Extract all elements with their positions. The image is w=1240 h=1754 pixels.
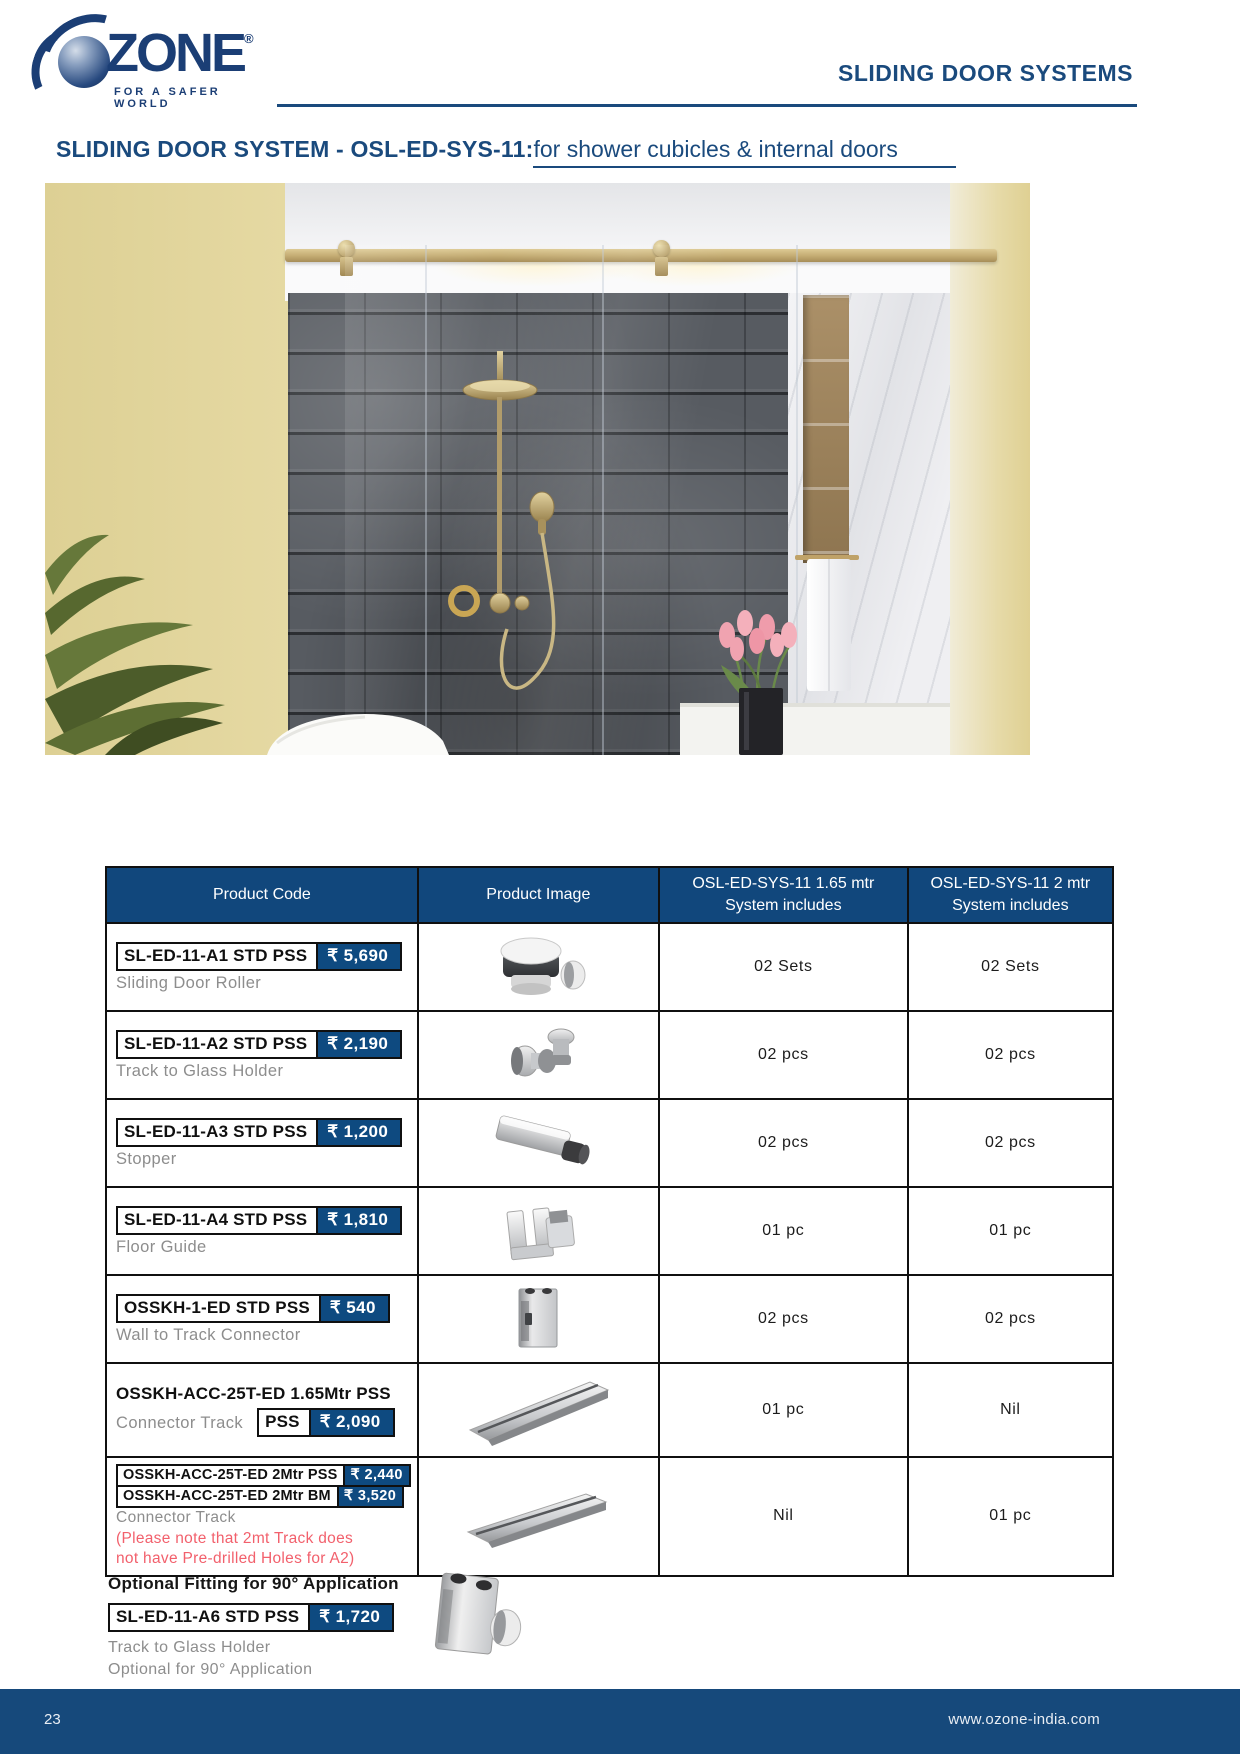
product-table xyxy=(105,866,1114,1577)
product-code: SL-ED-11-A1 STD PSS xyxy=(116,942,316,971)
table-row xyxy=(106,1011,1113,1099)
product-description: Stopper xyxy=(116,1149,177,1168)
product-code: OSSKH-ACC-25T-ED 2Mtr BM xyxy=(116,1485,337,1508)
column-header-product-image: Product Image xyxy=(418,867,659,923)
product-price: ₹ 1,720 xyxy=(308,1603,394,1632)
product-code: OSSKH-1-ED STD PSS xyxy=(116,1294,319,1323)
photo-counter xyxy=(680,705,950,755)
sliding-door-roller-image xyxy=(473,927,603,1003)
product-image-cell xyxy=(418,1099,659,1187)
qty-165-cell: 02 Sets xyxy=(659,923,908,1011)
table-header-row xyxy=(106,867,1113,923)
column-header-product-code: Product Code xyxy=(106,867,418,923)
table-row xyxy=(106,1457,1113,1576)
table-row xyxy=(106,1187,1113,1275)
product-code-cell xyxy=(106,1099,418,1187)
qty-2-cell: Nil xyxy=(908,1363,1113,1457)
hero-photo-shower xyxy=(45,183,1030,755)
qty-2-cell: 01 pc xyxy=(908,1187,1113,1275)
table-row xyxy=(106,923,1113,1011)
page-number: 23 xyxy=(44,1711,61,1728)
table-row xyxy=(106,1099,1113,1187)
qty-165-cell: Nil xyxy=(659,1457,908,1576)
logo-tagline: FOR A SAFER WORLD xyxy=(114,86,221,110)
registered-mark: ® xyxy=(244,31,254,46)
qty-2-cell: 02 Sets xyxy=(908,923,1113,1011)
photo-palm-plant xyxy=(45,535,225,755)
product-price: ₹ 2,090 xyxy=(309,1408,395,1437)
product-code: OSSKH-ACC-25T-ED 1.65Mtr PSS xyxy=(116,1383,391,1403)
product-code: SL-ED-11-A3 STD PSS xyxy=(116,1118,316,1147)
logo-text: ZONE® xyxy=(106,23,254,83)
photo-details xyxy=(45,183,1030,755)
qty-165-cell: 01 pc xyxy=(659,1363,908,1457)
product-code: SL-ED-11-A4 STD PSS xyxy=(116,1206,316,1235)
product-price: ₹ 2,190 xyxy=(316,1030,402,1059)
product-price: ₹ 3,520 xyxy=(337,1485,404,1508)
qty-165-cell: 01 pc xyxy=(659,1187,908,1275)
product-code-cell xyxy=(106,1011,418,1099)
product-price: ₹ 5,690 xyxy=(316,942,402,971)
product-price: ₹ 2,440 xyxy=(343,1464,410,1487)
product-code-cell xyxy=(106,1363,418,1457)
track-note: (Please note that 2mt Track does not have Pre-drilled Holes for A2) xyxy=(116,1530,355,1567)
product-description: Track to Glass Holder xyxy=(116,1061,284,1080)
optional-fitting-section xyxy=(108,1574,399,1679)
column-header-165mtr: OSL-ED-SYS-11 1.65 mtr System includes xyxy=(659,867,908,923)
page-title-subtitle: for shower cubicles & internal doors xyxy=(533,136,955,168)
product-code-cell xyxy=(106,1187,418,1275)
product-description: Connector Track xyxy=(116,1414,244,1433)
footer-bar xyxy=(0,1689,1240,1754)
table-row xyxy=(106,1275,1113,1363)
product-code-cell xyxy=(106,923,418,1011)
product-image-cell xyxy=(418,1363,659,1457)
section-title: SLIDING DOOR SYSTEMS xyxy=(838,60,1133,86)
product-description: Connector Track xyxy=(116,1509,236,1526)
product-image-cell xyxy=(418,1275,659,1363)
product-image-cell xyxy=(418,1011,659,1099)
connector-track-2m-image xyxy=(458,1474,618,1554)
product-code: OSSKH-ACC-25T-ED 2Mtr PSS xyxy=(116,1464,343,1487)
page-title xyxy=(56,136,956,168)
track-to-glass-holder-90-image xyxy=(410,1562,540,1682)
qty-2-cell: 02 pcs xyxy=(908,1011,1113,1099)
product-description: Track to Glass Holder xyxy=(108,1639,271,1656)
product-price-prefix: PSS xyxy=(257,1408,309,1437)
floor-guide-image xyxy=(473,1191,603,1267)
track-to-glass-holder-image xyxy=(473,1015,603,1091)
product-price: ₹ 1,200 xyxy=(316,1118,402,1147)
product-description: Sliding Door Roller xyxy=(116,973,262,992)
product-description: Floor Guide xyxy=(116,1237,207,1256)
header-rule xyxy=(277,104,1137,107)
product-description: Optional for 90° Application xyxy=(108,1661,313,1678)
qty-165-cell: 02 pcs xyxy=(659,1011,908,1099)
optional-heading: Optional Fitting for 90° Application xyxy=(108,1574,399,1593)
product-description: Wall to Track Connector xyxy=(116,1325,301,1344)
column-header-2mtr: OSL-ED-SYS-11 2 mtr System includes xyxy=(908,867,1113,923)
photo-shower-set xyxy=(451,351,554,688)
product-code: SL-ED-11-A2 STD PSS xyxy=(116,1030,316,1059)
page-title-code: SLIDING DOOR SYSTEM - OSL-ED-SYS-11: xyxy=(56,136,534,162)
product-price: ₹ 540 xyxy=(319,1294,390,1323)
photo-bathtub xyxy=(267,714,449,755)
product-price: ₹ 1,810 xyxy=(316,1206,402,1235)
qty-165-cell: 02 pcs xyxy=(659,1275,908,1363)
product-code-cell xyxy=(106,1275,418,1363)
qty-2-cell: 01 pc xyxy=(908,1457,1113,1576)
connector-track-image xyxy=(458,1368,618,1448)
product-image-cell xyxy=(418,1187,659,1275)
website-link[interactable]: www.ozone-india.com xyxy=(948,1711,1100,1728)
table-row xyxy=(106,1363,1113,1457)
qty-165-cell: 02 pcs xyxy=(659,1099,908,1187)
wall-to-track-connector-image xyxy=(473,1277,603,1357)
stopper-image xyxy=(468,1103,608,1179)
product-image-cell xyxy=(418,1457,659,1576)
qty-2-cell: 02 pcs xyxy=(908,1275,1113,1363)
qty-2-cell: 02 pcs xyxy=(908,1099,1113,1187)
product-image-cell xyxy=(418,923,659,1011)
product-code-cell xyxy=(106,1457,418,1576)
product-code: SL-ED-11-A6 STD PSS xyxy=(108,1603,308,1632)
